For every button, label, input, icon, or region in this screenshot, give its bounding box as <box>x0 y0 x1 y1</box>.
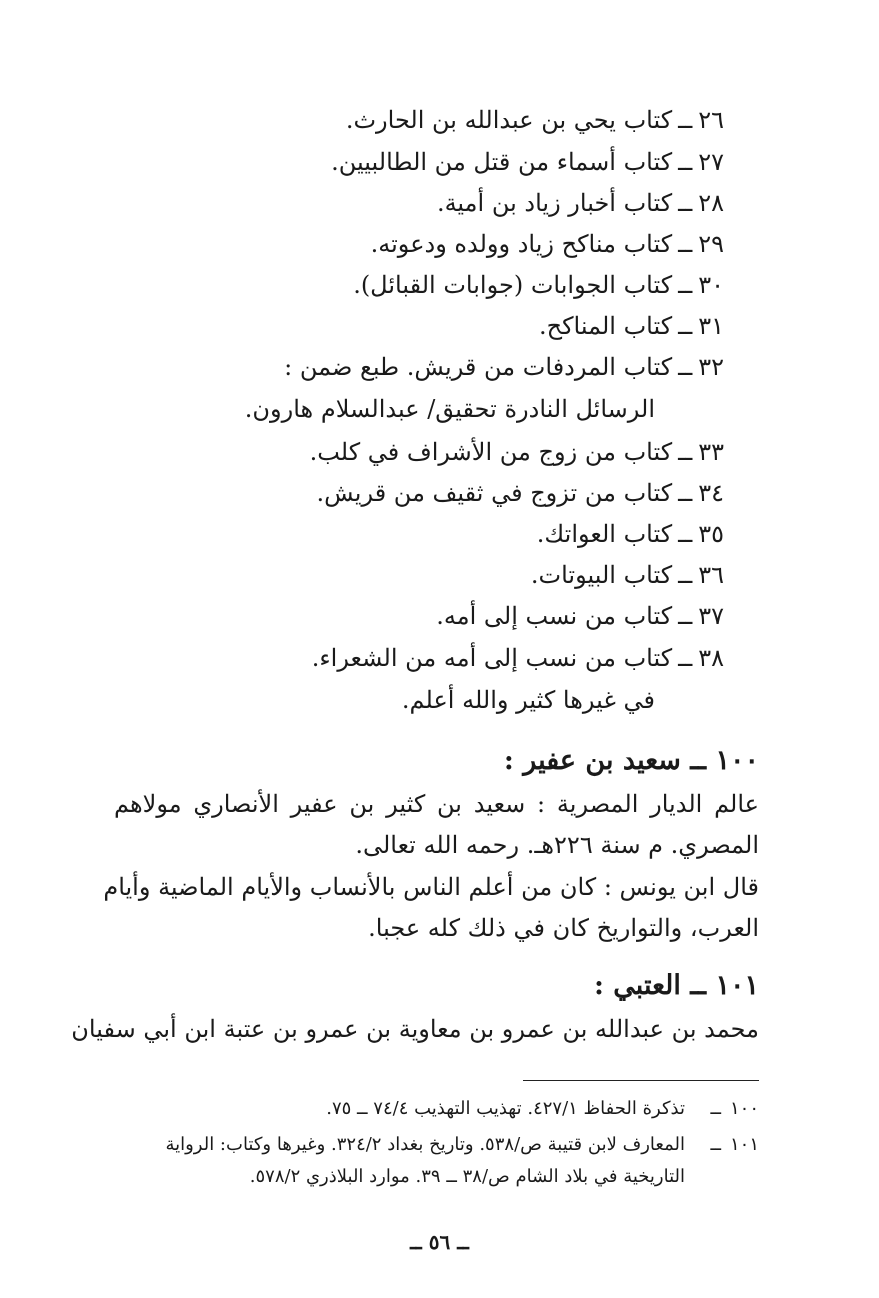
list-dash: ــ <box>678 189 693 217</box>
list-item <box>531 563 724 587</box>
list-item-number: ٣٢ <box>698 353 724 381</box>
entry-100-line: عالم الديار المصرية : سعيد بن كثير بن عفير الأنصاري مولاهم <box>114 790 759 818</box>
page-number: ــ ٥٦ ــ <box>410 1230 469 1254</box>
list-item-text: كتاب أخبار زياد بن أمية. <box>436 189 673 217</box>
footnote-dash: ــ <box>710 1098 721 1119</box>
footnote-dash: ــ <box>710 1134 721 1155</box>
list-item <box>346 108 724 132</box>
list-dash: ــ <box>678 106 693 134</box>
list-item <box>537 522 724 546</box>
list-item-number: ٣٤ <box>698 479 724 507</box>
entry-100-heading: ١٠٠ ــ سعيد بن عفير : <box>503 745 759 776</box>
list-item-text: كتاب البيوتات. <box>530 561 673 589</box>
list-item-number: ٢٦ <box>698 106 724 134</box>
list-item <box>437 191 724 215</box>
closing-remark: في غيرها كثير والله أعلم. <box>401 686 655 714</box>
entry-100-line: قال ابن يونس : كان من أعلم الناس بالأنساب والأيام الماضية وأيام <box>103 873 759 901</box>
list-dash: ــ <box>678 479 693 507</box>
list-dash: ــ <box>678 520 693 548</box>
list-item-text: كتاب المردفات من قريش. طبع ضمن : <box>284 353 673 381</box>
list-item-text: كتاب من تزوج في ثقيف من قريش. <box>316 479 673 507</box>
list-dash: ــ <box>678 561 693 589</box>
list-item <box>284 355 724 379</box>
list-item-text: كتاب يحي بن عبدالله بن الحارث. <box>345 106 673 134</box>
footnote <box>114 1136 759 1154</box>
list-dash: ــ <box>678 644 693 672</box>
footnote-number: ١٠٠ <box>729 1098 759 1119</box>
list-item-continuation: الرسائل النادرة تحقيق/ عبدالسلام هارون. <box>244 395 655 423</box>
list-item-number: ٣٧ <box>698 602 724 630</box>
entry-101-line: محمد بن عبدالله بن عمرو بن معاوية بن عمرو بن عتبة ابن أبي سفيان <box>71 1015 759 1043</box>
list-item <box>331 150 724 174</box>
entry-100-line: العرب، والتواريخ كان في ذلك كله عجبا. <box>368 914 759 942</box>
list-dash: ــ <box>678 148 693 176</box>
list-item-text: كتاب أسماء من قتل من الطالبيين. <box>331 148 673 176</box>
footnote <box>114 1100 759 1118</box>
list-dash: ــ <box>678 602 693 630</box>
footnote-continuation: التاريخية في بلاد الشام ص/٣٨ ــ ٣٩. موارد البلاذري ٥٧٨/٢. <box>249 1166 685 1187</box>
list-item <box>436 604 724 628</box>
list-item-number: ٢٧ <box>698 148 724 176</box>
list-item-text: كتاب مناكح زياد وولده ودعوته. <box>370 230 673 258</box>
list-item-number: ٣٣ <box>698 438 724 466</box>
list-dash: ــ <box>678 353 693 381</box>
list-dash: ــ <box>678 230 693 258</box>
list-item <box>371 232 724 256</box>
list-item-text: كتاب العواتك. <box>536 520 673 548</box>
list-item-text: كتاب من زوج من الأشراف في كلب. <box>309 438 673 466</box>
list-item-number: ٣١ <box>698 312 724 340</box>
list-dash: ــ <box>678 312 693 340</box>
list-item-text: كتاب من نسب إلى أمه. <box>436 602 673 630</box>
list-item <box>539 314 724 338</box>
list-item-number: ٢٨ <box>698 189 724 217</box>
footnote-text: المعارف لابن قتيبة ص/٥٣٨. وتاريخ بغداد ٣٢٤/٢. وغيرها وكتاب: الرواية <box>165 1134 685 1155</box>
list-item-number: ٣٦ <box>698 561 724 589</box>
list-item <box>312 646 724 670</box>
entry-100-line: المصري. م سنة ٢٢٦هـ. رحمه الله تعالى. <box>355 831 759 859</box>
list-item-number: ٣٠ <box>698 271 724 299</box>
list-item-text: كتاب المناكح. <box>538 312 673 340</box>
list-item-text: كتاب الجوابات (جوابات القبائل). <box>353 271 673 299</box>
footnote-number: ١٠١ <box>729 1134 759 1155</box>
list-item <box>317 481 724 505</box>
list-item-number: ٢٩ <box>698 230 724 258</box>
list-item-text: كتاب من نسب إلى أمه من الشعراء. <box>311 644 673 672</box>
list-item-number: ٣٥ <box>698 520 724 548</box>
footnote-text: تذكرة الحفاظ ٤٢٧/١. تهذيب التهذيب ٧٤/٤ ــ ٧٥. <box>326 1098 685 1119</box>
list-dash: ــ <box>678 271 693 299</box>
footnote-separator <box>523 1080 759 1081</box>
list-dash: ــ <box>678 438 693 466</box>
list-item <box>353 273 724 297</box>
entry-101-heading: ١٠١ ــ العتبي : <box>593 970 759 1001</box>
list-item-number: ٣٨ <box>698 644 724 672</box>
list-item <box>310 440 724 464</box>
